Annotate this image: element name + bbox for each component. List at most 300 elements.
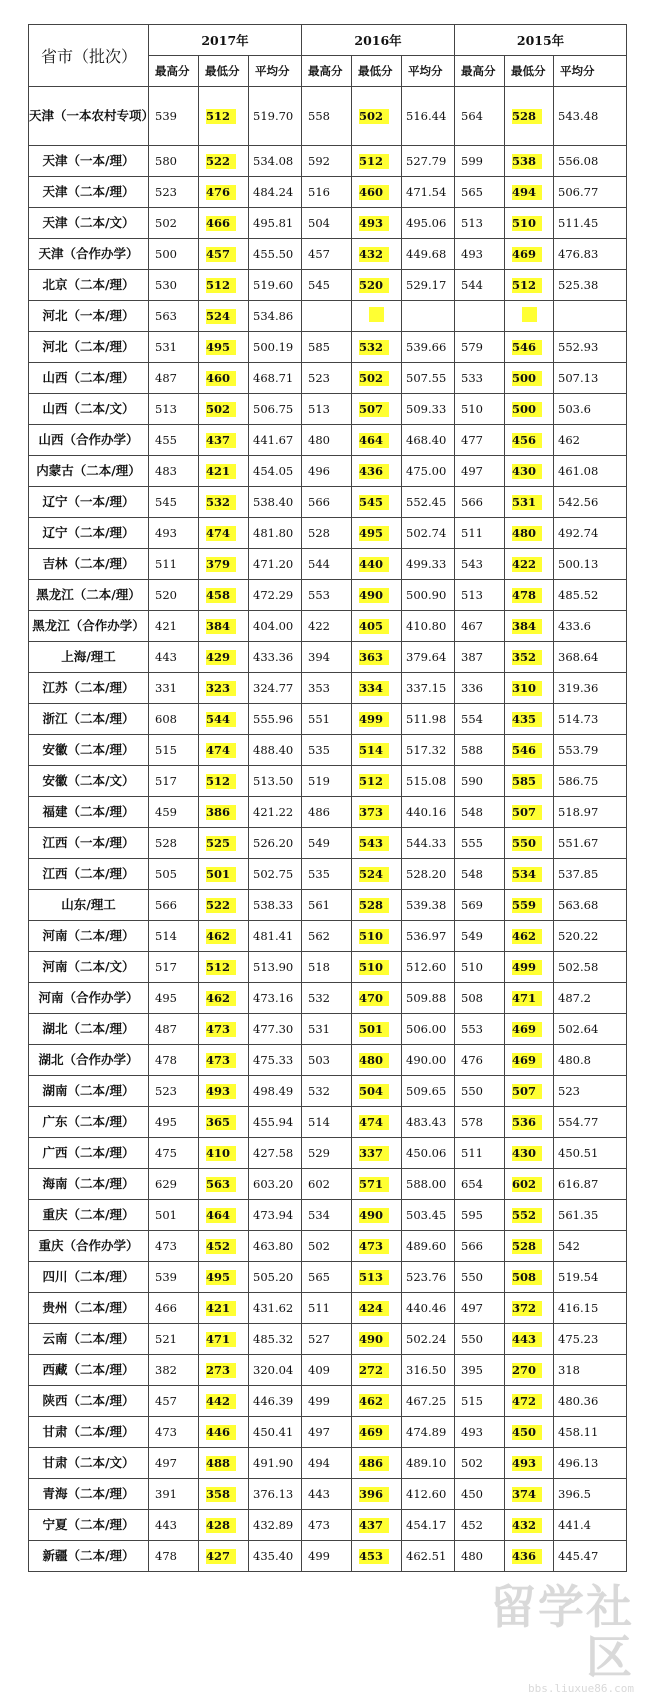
avg-score-cell: 563.68: [554, 890, 627, 921]
max-score-cell: 516: [302, 177, 352, 208]
min-score-cell: [505, 1231, 554, 1262]
min-score-highlight: 524: [206, 309, 236, 324]
min-score-cell: [199, 239, 249, 270]
avg-score-cell: 498.49: [249, 1076, 302, 1107]
min-score-cell: [199, 1324, 249, 1355]
avg-score-cell: 461.08: [554, 456, 627, 487]
min-score-highlight: 464: [359, 433, 389, 448]
max-score-cell: 654: [455, 1169, 505, 1200]
max-score-cell: 475: [149, 1138, 199, 1169]
min-score-highlight: 563: [206, 1177, 236, 1192]
min-score-highlight: 464: [206, 1208, 236, 1223]
max-score-cell: 529: [302, 1138, 352, 1169]
max-score-cell: 528: [149, 828, 199, 859]
min-score-highlight: 536: [512, 1115, 542, 1130]
table-row: [29, 642, 627, 673]
avg-score-cell: 473.16: [249, 983, 302, 1014]
min-score-cell: [505, 1541, 554, 1572]
province-batch-cell: 黑龙江（二本/理）: [29, 580, 149, 611]
min-score-highlight: 460: [359, 185, 389, 200]
min-score-highlight: 310: [512, 681, 542, 696]
max-score-cell: 473: [149, 1417, 199, 1448]
max-score-cell: 551: [302, 704, 352, 735]
min-score-cell: [352, 1541, 402, 1572]
max-score-cell: 518: [302, 952, 352, 983]
max-score-cell: 496: [302, 456, 352, 487]
max-score-cell: 499: [302, 1386, 352, 1417]
min-score-highlight: 499: [512, 960, 542, 975]
max-score-cell: 466: [149, 1293, 199, 1324]
min-score-highlight: 500: [512, 371, 542, 386]
avg-score-cell: 412.60: [402, 1479, 455, 1510]
min-score-cell: [505, 177, 554, 208]
province-batch-cell: 贵州（二本/理）: [29, 1293, 149, 1324]
min-score-cell: [505, 1014, 554, 1045]
max-score-cell: 382: [149, 1355, 199, 1386]
min-score-highlight: 501: [206, 867, 236, 882]
min-score-cell: [505, 1076, 554, 1107]
min-score-cell: [352, 859, 402, 890]
avg-score-cell: 490.00: [402, 1045, 455, 1076]
avg-score-cell: [402, 301, 455, 332]
min-score-highlight: 512: [206, 109, 236, 124]
min-score-cell: [199, 1076, 249, 1107]
min-score-cell: [505, 363, 554, 394]
min-score-highlight: 480: [512, 526, 542, 541]
avg-score-cell: 455.94: [249, 1107, 302, 1138]
province-batch-cell: 山西（合作办学）: [29, 425, 149, 456]
min-score-cell: [505, 1293, 554, 1324]
province-batch-cell: 安徽（二本/文）: [29, 766, 149, 797]
min-score-highlight: 486: [359, 1456, 389, 1471]
province-batch-cell: 黑龙江（合作办学）: [29, 611, 149, 642]
province-batch-cell: 四川（二本/理）: [29, 1262, 149, 1293]
min-score-highlight: 546: [512, 340, 542, 355]
min-score-highlight: 528: [359, 898, 389, 913]
max-score-cell: 535: [302, 735, 352, 766]
avg-score-cell: 441.4: [554, 1510, 627, 1541]
avg-score-cell: 480.36: [554, 1386, 627, 1417]
min-score-highlight: 429: [206, 650, 236, 665]
min-score-highlight: 502: [206, 402, 236, 417]
avg-score-cell: 554.77: [554, 1107, 627, 1138]
avg-score-cell: 539.38: [402, 890, 455, 921]
avg-score-cell: 552.45: [402, 487, 455, 518]
min-score-cell: [199, 208, 249, 239]
min-score-cell: [505, 301, 554, 332]
avg-score-cell: 517.32: [402, 735, 455, 766]
max-score-cell: 508: [455, 983, 505, 1014]
avg-score-cell: 539.66: [402, 332, 455, 363]
min-score-highlight: 546: [512, 743, 542, 758]
min-score-highlight: [369, 307, 384, 322]
min-score-cell: [199, 983, 249, 1014]
province-batch-cell: 辽宁（一本/理）: [29, 487, 149, 518]
table-row: [29, 983, 627, 1014]
min-score-highlight: 602: [512, 1177, 542, 1192]
min-score-highlight: 522: [206, 898, 236, 913]
watermark-text: 留学社区: [490, 1580, 634, 1684]
min-score-highlight: 512: [206, 774, 236, 789]
max-score-cell: 566: [302, 487, 352, 518]
min-score-highlight: 473: [206, 1022, 236, 1037]
avg-score-cell: 492.74: [554, 518, 627, 549]
min-score-highlight: 532: [206, 495, 236, 510]
province-batch-cell: 河南（二本/理）: [29, 921, 149, 952]
max-score-cell: 544: [455, 270, 505, 301]
avg-score-cell: 513.50: [249, 766, 302, 797]
min-score-cell: [352, 1231, 402, 1262]
avg-score-cell: 495.06: [402, 208, 455, 239]
avg-score-cell: 516.44: [402, 87, 455, 146]
min-score-highlight: 512: [206, 960, 236, 975]
min-score-cell: [199, 766, 249, 797]
min-score-cell: [352, 456, 402, 487]
avg-score-cell: 514.73: [554, 704, 627, 735]
avg-score-cell: 542.56: [554, 487, 627, 518]
max-score-cell: 521: [149, 1324, 199, 1355]
avg-score-cell: 427.58: [249, 1138, 302, 1169]
header-avg: 平均分: [402, 56, 455, 87]
avg-score-cell: 500.90: [402, 580, 455, 611]
min-score-cell: [199, 1448, 249, 1479]
max-score-cell: 563: [149, 301, 199, 332]
table-row: [29, 1014, 627, 1045]
max-score-cell: 497: [455, 456, 505, 487]
avg-score-cell: 454.05: [249, 456, 302, 487]
min-score-cell: [505, 921, 554, 952]
table-row: [29, 1417, 627, 1448]
max-score-cell: 562: [302, 921, 352, 952]
avg-score-cell: 538.40: [249, 487, 302, 518]
min-score-cell: [199, 1138, 249, 1169]
header-min: 最低分: [352, 56, 402, 87]
min-score-highlight: 543: [359, 836, 389, 851]
avg-score-cell: 507.13: [554, 363, 627, 394]
table-row: [29, 425, 627, 456]
max-score-cell: 580: [149, 146, 199, 177]
min-score-highlight: 507: [512, 805, 542, 820]
max-score-cell: 558: [302, 87, 352, 146]
min-score-cell: [505, 859, 554, 890]
min-score-highlight: 474: [206, 743, 236, 758]
min-score-cell: [352, 270, 402, 301]
table-row: [29, 921, 627, 952]
avg-score-cell: 441.67: [249, 425, 302, 456]
min-score-cell: [199, 1045, 249, 1076]
min-score-cell: [352, 952, 402, 983]
table-row: [29, 1231, 627, 1262]
min-score-cell: [199, 642, 249, 673]
avg-score-cell: 509.88: [402, 983, 455, 1014]
min-score-highlight: 550: [512, 836, 542, 851]
province-batch-cell: 广东（二本/理）: [29, 1107, 149, 1138]
min-score-cell: [352, 1262, 402, 1293]
min-score-cell: [199, 1293, 249, 1324]
min-score-cell: [352, 673, 402, 704]
table-row: [29, 1138, 627, 1169]
table-row: [29, 1262, 627, 1293]
avg-score-cell: 440.16: [402, 797, 455, 828]
avg-score-cell: 538.33: [249, 890, 302, 921]
avg-score-cell: 509.33: [402, 394, 455, 425]
min-score-cell: [352, 1479, 402, 1510]
avg-score-cell: 487.2: [554, 983, 627, 1014]
min-score-cell: [505, 1262, 554, 1293]
min-score-cell: [505, 797, 554, 828]
min-score-highlight: 532: [359, 340, 389, 355]
min-score-cell: [199, 735, 249, 766]
min-score-cell: [352, 1076, 402, 1107]
min-score-highlight: 495: [359, 526, 389, 541]
min-score-highlight: 559: [512, 898, 542, 913]
header-year-2016: 2016年: [302, 25, 455, 56]
min-score-cell: [505, 828, 554, 859]
max-score-cell: 579: [455, 332, 505, 363]
min-score-cell: [352, 549, 402, 580]
min-score-highlight: 469: [512, 1022, 542, 1037]
avg-score-cell: 458.11: [554, 1417, 627, 1448]
min-score-highlight: 473: [359, 1239, 389, 1254]
min-score-cell: [352, 177, 402, 208]
min-score-highlight: 513: [359, 1270, 389, 1285]
max-score-cell: 548: [455, 859, 505, 890]
max-score-cell: 443: [149, 1510, 199, 1541]
min-score-highlight: 538: [512, 154, 542, 169]
max-score-cell: 443: [149, 642, 199, 673]
table-row: [29, 673, 627, 704]
max-score-cell: 501: [149, 1200, 199, 1231]
avg-score-cell: 319.36: [554, 673, 627, 704]
min-score-highlight: 544: [206, 712, 236, 727]
max-score-cell: 555: [455, 828, 505, 859]
min-score-highlight: 452: [206, 1239, 236, 1254]
max-score-cell: 502: [455, 1448, 505, 1479]
table-row: [29, 1169, 627, 1200]
max-score-cell: 511: [455, 518, 505, 549]
min-score-cell: [199, 87, 249, 146]
max-score-cell: 510: [455, 952, 505, 983]
min-score-cell: [352, 828, 402, 859]
min-score-highlight: 490: [359, 588, 389, 603]
min-score-highlight: 453: [359, 1549, 389, 1564]
province-batch-cell: 天津（二本/文）: [29, 208, 149, 239]
min-score-highlight: 524: [359, 867, 389, 882]
avg-score-cell: 529.17: [402, 270, 455, 301]
min-score-cell: [199, 1107, 249, 1138]
min-score-cell: [505, 1510, 554, 1541]
min-score-cell: [199, 1014, 249, 1045]
max-score-cell: 497: [149, 1448, 199, 1479]
min-score-highlight: 534: [512, 867, 542, 882]
avg-score-cell: 520.22: [554, 921, 627, 952]
min-score-cell: [199, 146, 249, 177]
min-score-cell: [352, 394, 402, 425]
min-score-cell: [505, 952, 554, 983]
avg-score-cell: 536.97: [402, 921, 455, 952]
min-score-cell: [505, 1417, 554, 1448]
min-score-cell: [505, 487, 554, 518]
province-batch-cell: 海南（二本/理）: [29, 1169, 149, 1200]
avg-score-cell: 433.36: [249, 642, 302, 673]
max-score-cell: 530: [149, 270, 199, 301]
max-score-cell: 495: [149, 983, 199, 1014]
avg-score-cell: 481.41: [249, 921, 302, 952]
min-score-cell: [199, 177, 249, 208]
table-row: [29, 704, 627, 735]
avg-score-cell: 421.22: [249, 797, 302, 828]
avg-score-cell: 561.35: [554, 1200, 627, 1231]
min-score-highlight: 490: [359, 1208, 389, 1223]
min-score-cell: [505, 1324, 554, 1355]
min-score-highlight: 490: [359, 1332, 389, 1347]
min-score-cell: [505, 456, 554, 487]
max-score-cell: 592: [302, 146, 352, 177]
avg-score-cell: 534.08: [249, 146, 302, 177]
max-score-cell: 450: [455, 1479, 505, 1510]
province-batch-cell: 西藏（二本/理）: [29, 1355, 149, 1386]
min-score-highlight: 358: [206, 1487, 236, 1502]
table-row: [29, 208, 627, 239]
min-score-cell: [505, 983, 554, 1014]
province-batch-cell: 北京（二本/理）: [29, 270, 149, 301]
min-score-highlight: 493: [206, 1084, 236, 1099]
min-score-highlight: 469: [512, 247, 542, 262]
max-score-cell: 534: [302, 1200, 352, 1231]
avg-score-cell: [554, 301, 627, 332]
max-score-cell: 457: [149, 1386, 199, 1417]
avg-score-cell: 483.43: [402, 1107, 455, 1138]
min-score-cell: [199, 487, 249, 518]
min-score-highlight: 323: [206, 681, 236, 696]
min-score-highlight: 421: [206, 1301, 236, 1316]
min-score-cell: [505, 208, 554, 239]
avg-score-cell: 543.48: [554, 87, 627, 146]
max-score-cell: 457: [302, 239, 352, 270]
min-score-highlight: 473: [206, 1053, 236, 1068]
min-score-cell: [352, 239, 402, 270]
min-score-cell: [352, 921, 402, 952]
max-score-cell: 495: [149, 1107, 199, 1138]
min-score-highlight: 384: [206, 619, 236, 634]
min-score-highlight: [522, 307, 537, 322]
avg-score-cell: 471.20: [249, 549, 302, 580]
max-score-cell: 353: [302, 673, 352, 704]
min-score-cell: [505, 704, 554, 735]
min-score-highlight: 512: [359, 154, 389, 169]
min-score-cell: [352, 704, 402, 735]
province-batch-cell: 山东/理工: [29, 890, 149, 921]
avg-score-cell: 376.13: [249, 1479, 302, 1510]
max-score-cell: 497: [455, 1293, 505, 1324]
min-score-highlight: 510: [359, 929, 389, 944]
table-row: [29, 735, 627, 766]
table-row: [29, 1293, 627, 1324]
province-batch-cell: 安徽（二本/理）: [29, 735, 149, 766]
max-score-cell: 473: [302, 1510, 352, 1541]
max-score-cell: 494: [302, 1448, 352, 1479]
max-score-cell: 565: [455, 177, 505, 208]
avg-score-cell: 463.80: [249, 1231, 302, 1262]
min-score-highlight: 512: [359, 774, 389, 789]
max-score-cell: 452: [455, 1510, 505, 1541]
table-row: [29, 952, 627, 983]
province-batch-cell: 重庆（合作办学）: [29, 1231, 149, 1262]
header-avg: 平均分: [554, 56, 627, 87]
min-score-cell: [352, 580, 402, 611]
max-score-cell: 504: [302, 208, 352, 239]
avg-score-cell: 432.89: [249, 1510, 302, 1541]
min-score-highlight: 410: [206, 1146, 236, 1161]
avg-score-cell: 507.55: [402, 363, 455, 394]
min-score-highlight: 528: [512, 1239, 542, 1254]
table-row: [29, 1479, 627, 1510]
min-score-highlight: 528: [512, 109, 542, 124]
min-score-highlight: 471: [512, 991, 542, 1006]
max-score-cell: 608: [149, 704, 199, 735]
avg-score-cell: 476.83: [554, 239, 627, 270]
avg-score-cell: 495.81: [249, 208, 302, 239]
min-score-highlight: 531: [512, 495, 542, 510]
avg-score-cell: 450.06: [402, 1138, 455, 1169]
min-score-highlight: 430: [512, 1146, 542, 1161]
min-score-highlight: 462: [512, 929, 542, 944]
province-batch-cell: 上海/理工: [29, 642, 149, 673]
max-score-cell: 478: [149, 1045, 199, 1076]
min-score-cell: [352, 332, 402, 363]
min-score-highlight: 457: [206, 247, 236, 262]
province-batch-cell: 天津（一本/理）: [29, 146, 149, 177]
min-score-cell: [352, 1355, 402, 1386]
min-score-cell: [199, 1479, 249, 1510]
min-score-highlight: 525: [206, 836, 236, 851]
avg-score-cell: 534.86: [249, 301, 302, 332]
max-score-cell: 532: [302, 1076, 352, 1107]
min-score-highlight: 446: [206, 1425, 236, 1440]
min-score-cell: [505, 1107, 554, 1138]
avg-score-cell: 396.5: [554, 1479, 627, 1510]
min-score-cell: [352, 487, 402, 518]
max-score-cell: 566: [455, 1231, 505, 1262]
min-score-cell: [505, 580, 554, 611]
avg-score-cell: 500.19: [249, 332, 302, 363]
table-row: [29, 394, 627, 425]
max-score-cell: 514: [149, 921, 199, 952]
avg-score-cell: 440.46: [402, 1293, 455, 1324]
min-score-cell: [199, 952, 249, 983]
avg-score-cell: 320.04: [249, 1355, 302, 1386]
table-row: [29, 611, 627, 642]
header-max: 最高分: [302, 56, 352, 87]
min-score-cell: [199, 580, 249, 611]
min-score-highlight: 436: [359, 464, 389, 479]
min-score-cell: [352, 1014, 402, 1045]
min-score-highlight: 384: [512, 619, 542, 634]
avg-score-cell: 491.90: [249, 1448, 302, 1479]
province-batch-cell: 辽宁（二本/理）: [29, 518, 149, 549]
max-score-cell: 515: [455, 1386, 505, 1417]
table-row: [29, 87, 627, 146]
table-row: [29, 177, 627, 208]
table-row: [29, 146, 627, 177]
min-score-highlight: 396: [359, 1487, 389, 1502]
province-batch-cell: 青海（二本/理）: [29, 1479, 149, 1510]
province-batch-cell: 云南（二本/理）: [29, 1324, 149, 1355]
min-score-highlight: 456: [512, 433, 542, 448]
header-min: 最低分: [505, 56, 554, 87]
max-score-cell: 553: [455, 1014, 505, 1045]
province-batch-cell: 宁夏（二本/理）: [29, 1510, 149, 1541]
